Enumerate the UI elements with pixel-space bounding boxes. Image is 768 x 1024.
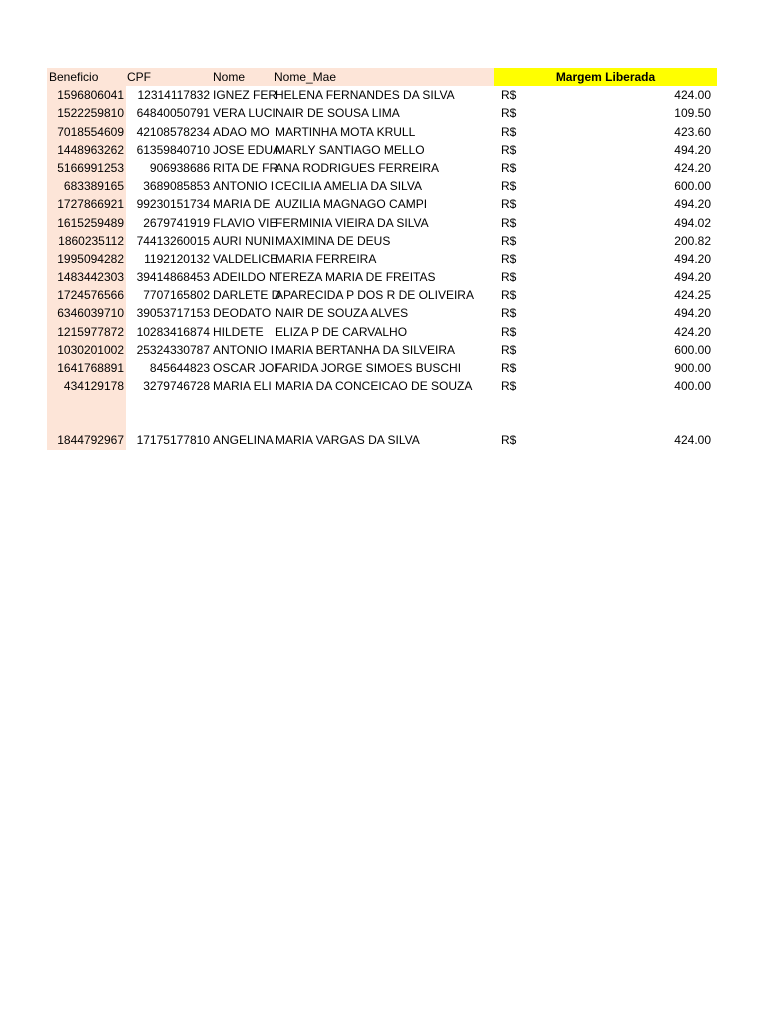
cell-currency[interactable]: R$: [501, 306, 517, 321]
cell-cpf[interactable]: 74413260015: [136, 233, 210, 248]
cell-nome[interactable]: FLAVIO VIE: [213, 215, 278, 230]
cell-cpf[interactable]: 7707165802: [143, 288, 210, 303]
cell-currency[interactable]: R$: [501, 106, 517, 121]
cell-margem-value[interactable]: 424.00: [674, 88, 711, 103]
cell-beneficio[interactable]: 1483442303: [47, 268, 126, 286]
table-row: [47, 195, 717, 213]
cell-nome[interactable]: OSCAR JOF: [213, 361, 282, 375]
cell-cpf[interactable]: 2679741919: [143, 215, 210, 230]
cell-currency[interactable]: R$: [501, 124, 517, 139]
cell-nome[interactable]: ANGELINA: [213, 433, 274, 448]
blank-row: [47, 395, 717, 431]
cell-beneficio[interactable]: 1522259810: [47, 104, 126, 122]
cell-cpf[interactable]: 25324330787: [136, 342, 210, 357]
cell-currency[interactable]: R$: [501, 197, 517, 212]
table-row: [47, 232, 717, 250]
cell-beneficio[interactable]: 1030201002: [47, 341, 126, 359]
cell-margem-value[interactable]: 494.20: [674, 251, 711, 266]
cell-beneficio[interactable]: 683389165: [47, 177, 126, 195]
cell-currency[interactable]: R$: [501, 361, 517, 375]
cell-margem-value[interactable]: 200.82: [674, 233, 711, 248]
cell-nome-mae[interactable]: MARIA VARGAS DA SILVA: [275, 433, 420, 448]
cell-margem-value[interactable]: 494.20: [674, 306, 711, 321]
cell-cpf[interactable]: 17175177810: [136, 433, 210, 448]
cell-beneficio[interactable]: 6346039710: [47, 304, 126, 322]
cell-nome[interactable]: MARIA ELI: [213, 379, 272, 394]
cell-beneficio[interactable]: 1215977872: [47, 323, 126, 341]
cell-nome[interactable]: VERA LUCI: [213, 106, 276, 121]
cell-currency[interactable]: R$: [501, 142, 517, 157]
cell-cpf[interactable]: 10283416874: [136, 324, 210, 339]
cell-currency[interactable]: R$: [501, 160, 517, 175]
cell-nome-mae[interactable]: MARTINHA MOTA KRULL: [275, 124, 416, 139]
cell-nome[interactable]: MARIA DE: [213, 197, 271, 212]
data-rows: [47, 86, 717, 449]
cell-nome[interactable]: HILDETE: [213, 324, 264, 339]
table-row: [47, 250, 717, 268]
cell-beneficio[interactable]: 1448963262: [47, 141, 126, 159]
cell-cpf[interactable]: 99230151734: [136, 197, 210, 212]
cell-beneficio[interactable]: 7018554609: [47, 123, 126, 141]
table-row: [47, 123, 717, 141]
cell-cpf[interactable]: 42108578234: [136, 124, 210, 139]
cell-beneficio[interactable]: 5166991253: [47, 159, 126, 177]
cell-currency[interactable]: [494, 395, 590, 431]
cell-nome-mae[interactable]: MARIA FERREIRA: [275, 251, 377, 266]
cell-beneficio[interactable]: 1641768891: [47, 359, 126, 377]
cell-margem-value[interactable]: 494.02: [674, 215, 711, 230]
table-row: [47, 341, 717, 359]
table-row: [47, 214, 717, 232]
cell-nome[interactable]: AURI NUNI: [213, 233, 275, 248]
cell-margem-value[interactable]: 494.20: [674, 142, 711, 157]
cell-cpf[interactable]: 1192120132: [144, 251, 210, 266]
cell-nome[interactable]: DEODATO: [213, 306, 272, 321]
table-row: [47, 159, 717, 177]
cell-nome-mae[interactable]: MARIA DA CONCEICAO DE SOUZA: [275, 379, 473, 394]
cell-cpf[interactable]: 64840050791: [136, 106, 210, 121]
cell-nome-mae[interactable]: CECILIA AMELIA DA SILVA: [275, 179, 422, 194]
cell-currency[interactable]: R$: [501, 379, 517, 394]
spreadsheet: [47, 68, 717, 450]
table-row: [47, 431, 717, 449]
cell-nome-mae[interactable]: HELENA FERNANDES DA SILVA: [275, 88, 455, 103]
cell-nome[interactable]: VALDELICE: [213, 251, 279, 266]
cell-currency[interactable]: R$: [501, 251, 517, 266]
cell-margem-value[interactable]: 600.00: [674, 342, 711, 357]
cell-nome-mae[interactable]: FERMINIA VIEIRA DA SILVA: [275, 215, 429, 230]
cell-cpf[interactable]: 3689085853: [143, 179, 210, 194]
cell-nome-mae[interactable]: NAIR DE SOUZA ALVES: [275, 306, 409, 321]
header-beneficio[interactable]: Beneficio: [47, 68, 126, 86]
cell-margem-value[interactable]: 494.20: [674, 270, 711, 285]
cell-currency[interactable]: R$: [501, 215, 517, 230]
cell-margem-value[interactable]: 109.50: [674, 106, 711, 121]
table-row: [47, 377, 717, 395]
cell-beneficio[interactable]: 1995094282: [47, 250, 126, 268]
table-row: [47, 268, 717, 286]
cell-nome-mae[interactable]: AUZILIA MAGNAGO CAMPI: [275, 197, 428, 212]
cell-cpf[interactable]: [126, 395, 211, 431]
cell-beneficio[interactable]: 1596806041: [47, 86, 126, 104]
cell-nome[interactable]: [211, 395, 274, 431]
cell-cpf[interactable]: 906938686: [149, 160, 210, 175]
cell-nome[interactable]: DARLETE D: [213, 288, 281, 303]
cell-margem-value[interactable]: 424.25: [674, 288, 711, 303]
cell-beneficio[interactable]: 1727866921: [47, 195, 126, 213]
cell-nome-mae[interactable]: [274, 395, 494, 431]
cell-currency[interactable]: R$: [501, 288, 517, 303]
cell-beneficio[interactable]: 434129178: [47, 377, 126, 395]
cell-currency[interactable]: R$: [501, 270, 517, 285]
table-row: [47, 104, 717, 122]
table-row: [47, 86, 717, 104]
cell-nome[interactable]: ANTONIO I: [213, 342, 275, 357]
cell-nome[interactable]: ADAO MO: [213, 124, 270, 139]
header-nome-mae[interactable]: Nome_Mae: [273, 68, 494, 86]
header-margem-liberada[interactable]: Margem Liberada: [494, 68, 717, 86]
cell-margem-value[interactable]: 400.00: [674, 379, 711, 394]
cell-margem-value[interactable]: 424.20: [674, 324, 711, 339]
cell-margem-value[interactable]: 423.60: [674, 124, 711, 139]
table-row: [47, 286, 717, 304]
cell-margem-value[interactable]: 494.20: [674, 197, 711, 212]
header-nome[interactable]: Nome: [211, 68, 273, 86]
cell-nome-mae[interactable]: MARLY SANTIAGO MELLO: [275, 142, 425, 157]
cell-currency[interactable]: R$: [501, 179, 517, 194]
cell-nome-mae[interactable]: NAIR DE SOUSA LIMA: [275, 106, 400, 121]
cell-currency[interactable]: R$: [501, 233, 517, 248]
cell-beneficio[interactable]: 1844792967: [47, 431, 126, 449]
cell-nome-mae[interactable]: FARIDA JORGE SIMOES BUSCHI: [275, 361, 462, 375]
table-row: [47, 304, 717, 322]
cell-nome-mae[interactable]: MAXIMINA DE DEUS: [275, 233, 391, 248]
cell-beneficio[interactable]: 1615259489: [47, 214, 126, 232]
cell-margem-value[interactable]: 424.00: [674, 433, 711, 448]
cell-cpf[interactable]: 39414868453: [136, 270, 210, 285]
cell-nome-mae[interactable]: ELIZA P DE CARVALHO: [275, 324, 408, 339]
header-row: [47, 68, 717, 86]
cell-currency[interactable]: R$: [501, 433, 517, 448]
cell-nome-mae[interactable]: MARIA BERTANHA DA SILVEIRA: [275, 342, 456, 357]
cell-nome[interactable]: ANTONIO I: [213, 179, 275, 194]
cell-beneficio[interactable]: 1860235112: [47, 232, 126, 250]
cell-nome-mae[interactable]: TEREZA MARIA DE FREITAS: [275, 270, 436, 285]
cell-cpf[interactable]: 39053717153: [136, 306, 210, 321]
cell-nome[interactable]: ADEILDO N: [213, 270, 278, 285]
cell-nome[interactable]: JOSE EDUA: [213, 142, 282, 157]
table-row: [47, 323, 717, 341]
cell-currency[interactable]: R$: [501, 324, 517, 339]
cell-cpf[interactable]: 12314117832: [137, 88, 210, 103]
cell-nome[interactable]: IGNEZ FER: [213, 88, 278, 103]
table-row: [47, 177, 717, 195]
cell-margem-value[interactable]: 424.20: [674, 160, 711, 175]
cell-nome-mae[interactable]: ANA RODRIGUES FERREIRA: [275, 160, 440, 175]
cell-cpf[interactable]: 845644823: [149, 361, 210, 375]
cell-beneficio[interactable]: 1724576566: [47, 286, 126, 304]
cell-nome-mae[interactable]: APARECIDA P DOS R DE OLIVEIRA: [275, 288, 474, 303]
header-cpf[interactable]: CPF: [126, 68, 211, 86]
cell-margem-value[interactable]: [590, 395, 717, 431]
cell-beneficio[interactable]: [47, 395, 126, 431]
cell-margem-value[interactable]: 900.00: [674, 361, 711, 375]
cell-currency[interactable]: R$: [501, 342, 517, 357]
cell-cpf[interactable]: 3279746728: [143, 379, 210, 394]
cell-cpf[interactable]: 61359840710: [136, 142, 210, 157]
cell-currency[interactable]: R$: [501, 88, 517, 103]
table-row: [47, 359, 717, 377]
cell-nome[interactable]: RITA DE FR: [213, 160, 279, 175]
table-row: [47, 141, 717, 159]
cell-margem-value[interactable]: 600.00: [674, 179, 711, 194]
